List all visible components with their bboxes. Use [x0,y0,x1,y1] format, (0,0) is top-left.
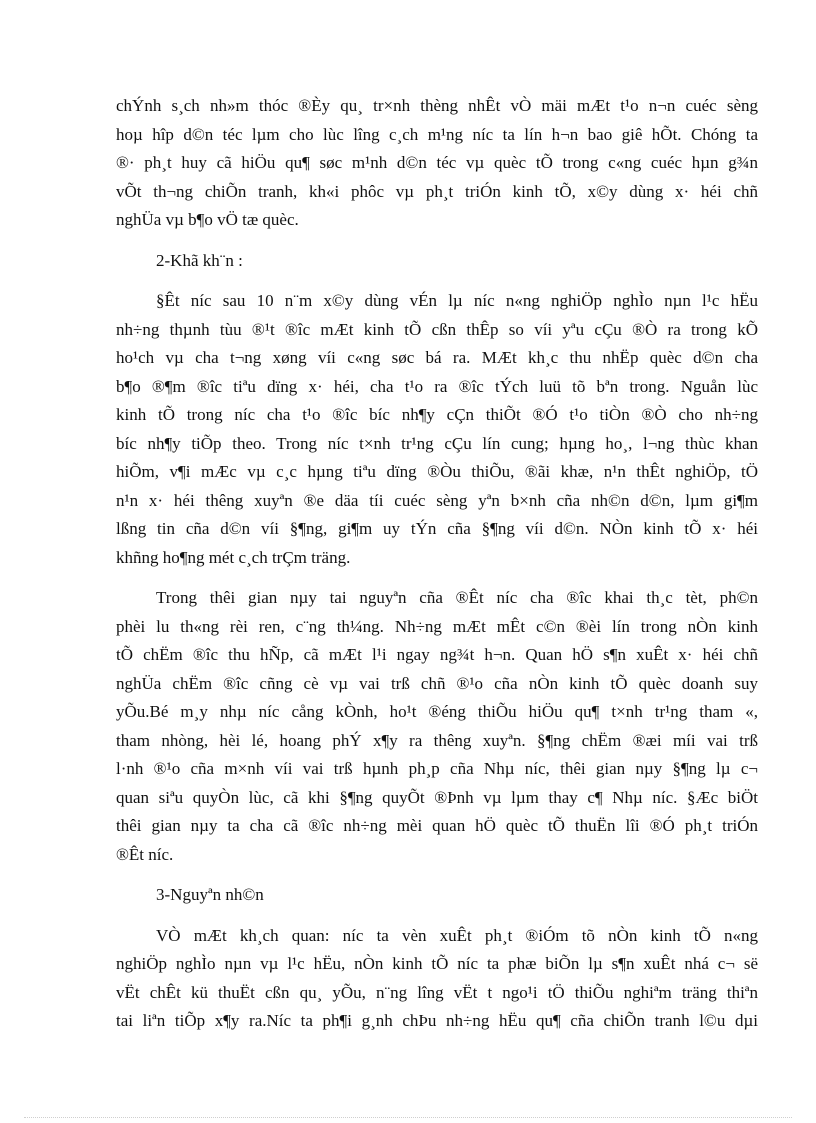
text-line: n¹n x· héi thêng xuyªn ®e däa tíi cuéc sèng yªn b×nh cña nh©n d©n, lµm gi¶m [116,490,758,510]
text-line: ®Êt níc. [116,844,174,864]
text-line: nghiÖp nghÌo nµn vµ l¹c hËu, nÒn kinh tÕ níc ta phæ biÕn lµ s¶n xuÊt nhá c¬ së [116,954,758,973]
text-line: b¶o ®¶m ®îc tiªu dïng x· héi, cha t¹o ra ®îc tÝch luü tõ bªn trong. Nguån lùc [116,376,758,396]
text-line: thêi gian nµy ta cha cã ®îc nh÷ng mèi quan hÖ quèc tÕ thuËn lîi ®Ó ph¸t triÓn [116,816,758,835]
text-line: lßng tin cña d©n víi §¶ng, gi¶m uy tÝn cña §¶ng víi d©n. NÒn kinh tÕ x· héi [116,519,758,538]
paragraph [116,584,758,869]
page-bottom-dotted-rule [24,1117,792,1118]
section-heading: 3-Nguyªn nh©n [156,885,264,904]
text-line: Trong thêi gian nµy tai nguyªn cña ®Êt níc cha ®îc khai th¸c tèt, ph©n [156,588,758,607]
text-line: quan siªu quyÒn lùc, cã khi §¶ng quyÕt ®Þnh vµ lµm thay c¶ Nhµ níc. §Æc biÖt [116,787,758,807]
text-line: tÕ chËm ®îc thu hÑp, cã mÆt l¹i ngay ng¾t h¬n. Quan hÖ s¶n xuÊt x· héi chñ [116,645,758,664]
text-line: nghÜa vµ b¶o vÖ tæ quèc. [116,210,299,229]
text-line: ho¹ch vµ cha t¬ng xøng víi c«ng søc bá ra. MÆt kh¸c thu nhËp quèc d©n cha [116,348,758,367]
paragraph [116,287,758,572]
paragraph [116,92,758,235]
text-line: §Êt níc sau 10 n¨m x©y dùng vÉn lµ níc n«ng nghiÖp nghÌo nµn l¹c hËu [156,291,758,310]
text-line: vÕt th¬ng chiÕn tranh, kh«i phôc vµ ph¸t triÓn kinh tÕ, x©y dùng x· héi chñ [116,181,758,201]
text-line: yÕu.Bé m¸y nhµ níc cång kÒnh, ho¹t ®éng thiÕu hiÖu qu¶ t×nh tr¹ng tham «, [116,702,758,721]
text-line: VÒ mÆt kh¸ch quan: níc ta vèn xuÊt ph¸t ®iÓm tõ nÒn kinh tÕ n«ng [156,925,758,945]
paragraph [116,922,758,1036]
text-line: tham nhòng, hèi lé, hoang phÝ x¶y ra thêng xuyªn. §¶ng chËm ®æi míi vai trß [116,730,758,750]
text-line: ®· ph¸t huy cã hiÖu qu¶ søc m¹nh d©n téc vµ quèc tÕ trong c«ng cuéc hµn g¾n [116,153,758,172]
text-line: chÝnh s¸ch nh»m thóc ®Èy qu¸ tr×nh thèng nhÊt vÒ mäi mÆt t¹o n¬n cuéc sèng [116,96,758,115]
text-line: hiÕm, v¶i mÆc vµ c¸c hµng tiªu dïng ®Òu thiÕu, ®ãi khæ, n¹n thÊt nghiÖp, tÖ [116,462,758,481]
text-line: kinh tÕ trong níc cha t¹o ®îc bíc nh¶y cÇn thiÕt ®Ó t¹o tiÒn ®Ò cho nh÷ng [116,405,758,424]
text-line: phèi lu th«ng rèi ren, c¨ng th¼ng. Nh÷ng mÆt mÊt c©n ®èi lín trong nÒn kinh [116,616,758,636]
document-body [116,92,758,1048]
text-line: l·nh ®¹o cña m×nh víi vai trß hµnh ph¸p cña Nhµ níc, thêi gian nµy §¶ng lµ c¬ [116,759,758,778]
text-line: tai liªn tiÕp x¶y ra.Níc ta ph¶i g¸nh chÞu nh÷ng hËu qu¶ cña chiÕn tranh l©u dµi [116,1011,758,1030]
text-line: khñng ho¶ng mét c¸ch trÇm träng. [116,547,351,567]
text-line: nghÜa chËm ®îc cñng cè vµ vai trß chñ ®¹o cña nÒn kinh tÕ quèc doanh suy [116,673,758,693]
text-line: nh÷ng thµnh tùu ®¹t ®îc mÆt kinh tÕ cßn thÊp so víi yªu cÇu ®Ò ra trong kÕ [116,319,758,339]
text-line: hoµ hîp d©n téc lµm cho lùc lîng c¸ch m¹ng níc ta lín h¬n bao giê hÕt. Chóng ta [116,124,758,144]
text-line: vËt chÊt kü thuËt cßn qu¸ yÕu, n¨ng lîng vËt t ngo¹i tÖ thiÕu nghiªm träng thiªn [116,982,758,1002]
section-heading: 2-Khã kh¨n : [156,250,243,270]
text-line: bíc nh¶y tiÕp theo. Trong níc t×nh tr¹ng cÇu lín cung; hµng ho¸, l¬ng thùc khan [116,433,758,453]
